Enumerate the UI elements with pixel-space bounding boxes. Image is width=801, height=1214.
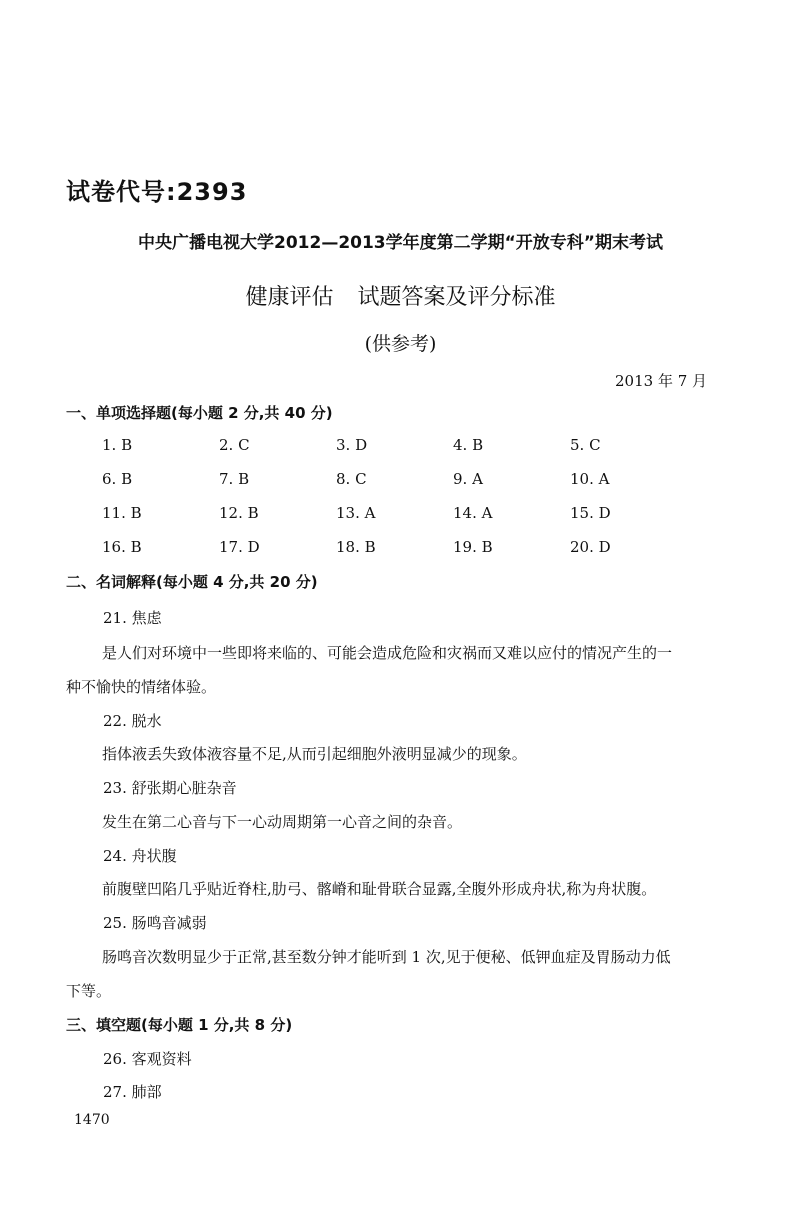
term-definition: 肠鸣音次数明显少于正常,甚至数分钟才能听到 1 次,见于便秘、低钾血症及胃肠动力低	[102, 948, 671, 966]
term-definition: 前腹壁凹陷几乎贴近脊柱,肋弓、髂嵴和耻骨联合显露,全腹外形成舟状,称为舟状腹。	[102, 880, 657, 898]
answer-cell: 12. B	[219, 504, 259, 522]
answer-row	[102, 504, 702, 538]
term-item: 21. 焦虑	[103, 609, 162, 627]
section-heading-term-definitions: 二、名词解释(每小题 4 分,共 20 分)	[66, 573, 318, 591]
answer-cell: 5. C	[570, 436, 601, 454]
page-number: 1470	[74, 1112, 110, 1128]
answer-row	[102, 538, 702, 572]
term-item: 23. 舒张期心脏杂音	[103, 779, 237, 797]
answer-cell: 17. D	[219, 538, 260, 556]
answer-cell: 15. D	[570, 504, 611, 522]
exam-title: 中央广播电视大学2012—2013学年度第二学期“开放专科”期末考试	[138, 233, 663, 253]
fill-answer-item: 27. 肺部	[103, 1083, 162, 1101]
answer-cell: 10. A	[570, 470, 610, 488]
answer-cell: 18. B	[336, 538, 376, 556]
answer-row	[102, 470, 702, 504]
subject-title	[0, 280, 801, 311]
section-heading-multiple-choice: 一、单项选择题(每小题 2 分,共 40 分)	[66, 404, 333, 422]
answer-grid	[102, 436, 702, 572]
answer-cell: 2. C	[219, 436, 250, 454]
document-type: 试题答案及评分标准	[357, 285, 556, 310]
term-definition: 发生在第二心音与下一心动周期第一心音之间的杂音。	[102, 813, 463, 831]
term-item: 24. 舟状腹	[103, 847, 177, 865]
answer-row	[102, 436, 702, 470]
term-definition-continued: 种不愉快的情绪体验。	[66, 678, 217, 696]
fill-answer-item: 26. 客观资料	[103, 1050, 192, 1068]
answer-cell: 9. A	[453, 470, 483, 488]
subject-name: 健康评估	[245, 285, 334, 310]
answer-cell: 3. D	[336, 436, 368, 454]
term-definition: 是人们对环境中一些即将来临的、可能会造成危险和灾祸而又难以应付的情况产生的一	[102, 644, 673, 662]
answer-cell: 4. B	[453, 436, 484, 454]
term-item: 25. 肠鸣音减弱	[103, 914, 207, 932]
answer-cell: 16. B	[102, 538, 142, 556]
paper-code: 试卷代号:2393	[66, 178, 248, 206]
term-definition: 指体液丢失致体液容量不足,从而引起细胞外液明显减少的现象。	[102, 745, 527, 763]
answer-cell: 13. A	[336, 504, 376, 522]
term-definition-continued: 下等。	[66, 982, 112, 1000]
exam-date: 2013 年 7 月	[615, 372, 708, 390]
reference-note: (供参考)	[364, 333, 437, 355]
answer-cell: 7. B	[219, 470, 250, 488]
answer-cell: 20. D	[570, 538, 611, 556]
answer-cell: 6. B	[102, 470, 133, 488]
answer-cell: 19. B	[453, 538, 493, 556]
term-item: 22. 脱水	[103, 712, 162, 730]
section-heading-fill-in-blank: 三、填空题(每小题 1 分,共 8 分)	[66, 1016, 293, 1034]
answer-cell: 14. A	[453, 504, 493, 522]
answer-cell: 1. B	[102, 436, 133, 454]
answer-cell: 8. C	[336, 470, 367, 488]
answer-cell: 11. B	[102, 504, 142, 522]
